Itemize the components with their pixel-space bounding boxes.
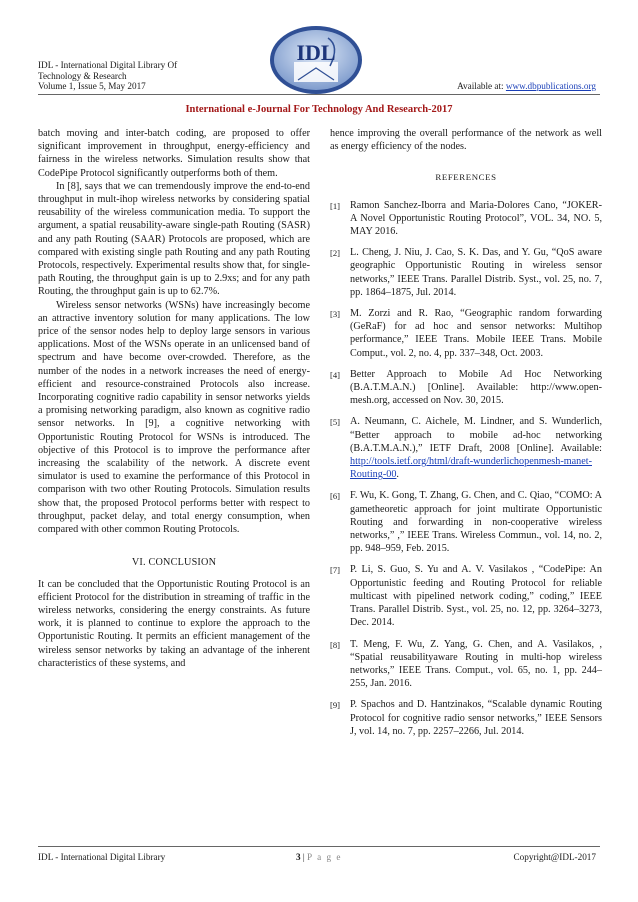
conclusion-text: It can be concluded that the Opportunistic Routing Protocol is an efficient Protocol for the distribution in streaming of traffic in the wireless networks, considering the energy constraints. As future work, it is planned to continue to explore the approach to the Opportunistic Routing. It permits an efficient management of the wireless sensor networks by taking an advantage of the inherent characteristics of these systems, and — [38, 578, 310, 669]
page-word: P a g e — [307, 852, 342, 862]
volume-issue: Volume 1, Issue 5, May 2017 — [38, 81, 146, 92]
reference-text-end: . — [396, 469, 399, 481]
left-column — [38, 127, 310, 670]
reference-item — [330, 246, 602, 299]
reference-item — [330, 199, 602, 239]
reference-number: [2] — [330, 248, 341, 259]
conclusion-heading: VI. CONCLUSION — [131, 557, 217, 569]
logo-text: IDL — [296, 40, 336, 65]
reference-text: L. Cheng, J. Niu, J. Cao, S. K. Das, and Y. Gu, “QoS aware geographic Opportunistic Routing in wireless sensor networks,” IEEE Trans. Parallel Distrib. Syst., vol. 25, no. 7, pp. 1864–1875, Jul. 2014. — [350, 247, 602, 298]
reference-item — [330, 563, 602, 629]
reference-text-with-link — [350, 415, 602, 481]
reference-item — [330, 415, 602, 481]
publisher-line-1: IDL - International Digital Library Of — [38, 60, 178, 70]
reference-number: [6] — [330, 491, 341, 502]
reference-item — [330, 638, 602, 691]
reference-text: A. Neumann, C. Aichele, M. Lindner, and S. Wunderlich, “Better approach to mobile ad-hoc networking (B.A.T.M.A.N.),” IETF Draft, 2008 [Online]. Available: — [350, 416, 602, 454]
reference-text: Ramon Sanchez-Iborra and Maria-Dolores Cano, “JOKER- A Novel Opportunistic Routing Protocol”, VOL. 34, NO. 5, MAY 2016. — [350, 199, 602, 238]
footer-rule — [38, 846, 600, 847]
reference-number: [1] — [330, 200, 341, 211]
footer-copyright: Copyright@IDL-2017 — [513, 852, 596, 862]
conclusion-continuation: hence improving the overall performance of the network as well as energy efficiency of the nodes. — [330, 128, 602, 153]
header-publisher-info — [38, 60, 177, 92]
reference-item — [330, 307, 602, 360]
reference-text: P. Li, S. Guo, S. Yu and A. V. Vasilakos , “CodePipe: An Opportunistic feeding and Routing Protocol for reliable multicast with pipelined network coding,” coding,” IEEE Trans. Parallel Distrib. Syst., vol. 25, no. 12, pp. 3264–3273, Dec. 2014. — [350, 564, 602, 629]
page-num: 3 — [296, 852, 301, 862]
reference-number: [7] — [330, 565, 341, 576]
reference-number: [4] — [330, 369, 341, 380]
reference-number: [9] — [330, 700, 341, 711]
reference-item — [330, 698, 602, 738]
journal-title: International e-Journal For Technology And Research-2017 — [185, 104, 453, 115]
right-column — [330, 127, 602, 746]
reference-item — [330, 489, 602, 555]
reference-text: T. Meng, F. Wu, Z. Yang, G. Chen, and A. Vasilakos, , “Spatial reusabilityaware Routing in multi-hop wireless networks,” IEEE Trans. Comput., vol. 65, no. 1, pp. 244–255, Jan. 2016. — [350, 638, 602, 690]
available-label: Available at: — [457, 81, 506, 91]
idl-logo — [268, 24, 364, 96]
available-at — [457, 81, 596, 91]
reference-item — [330, 368, 602, 408]
reference-number: [8] — [330, 639, 341, 650]
reference-text: F. Wu, K. Gong, T. Zhang, G. Chen, and C. Qiao, “COMO: A gametheoretic approach for joint multirate Opportunistic Routing and forwarding in non-cooperative wireless networks,” ,” IEEE Trans. Wireless Commun., vol. 14, no. 2, pp. 948–959, Feb. 2015. — [350, 490, 602, 555]
website-link[interactable]: www.dbpublications.org — [505, 81, 596, 91]
reference-number: [3] — [330, 309, 341, 320]
paragraph-batch-moving: batch moving and inter-batch coding, are proposed to offer significant improvement in throughput, energy-efficiency and fairness in the wireless networks. Simulation results show that CodePipe Protocol significantly outperforms both of them. — [38, 128, 310, 179]
paragraph-wsn: Wireless sensor networks (WSNs) have increasingly become an attractive inventory solution for many applications. The low price of the sensor nodes help to deploy large sensors in various applications. Most of the WSNs operate in an unlicensed band of spectrum and have become over-crowded. Therefore, as the number of the nodes in a network increases the need of energy-efficient and resource-constrained Protocols also increase. Incorporating cognitive radio capability in sensor networks yields a promising networking paradigm, also known as cognitive radio sensor networks. In [9], a cognitive networking with Opportunistic Routing Protocol for WSNs is introduced. The objective of this Protocol is to improve the performance after increasing the scalability of the network. A discrete event simulator is used to examine the performance of this Protocol in comparison with two other Routing Protocols. Simulation results show that, the proposed Protocol performs better with respect to throughput, packet delay, and total energy consumption, when compared with other common Routing Protocols. — [38, 299, 310, 536]
header-rule — [38, 94, 600, 95]
reference-text: P. Spachos and D. Hantzinakos, “Scalable dynamic Routing Protocol for cognitive radio sensor networks,” IEEE Sensors J, vol. 14, no. 7, pp. 2257–2266, Jul. 2014. — [350, 699, 602, 737]
reference-number: [5] — [330, 417, 341, 428]
references-heading: REFERENCES — [435, 172, 497, 183]
page-separator: | — [300, 852, 308, 862]
reference-text: Better Approach to Mobile Ad Hoc Networking (B.A.T.M.A.N.) [Online]. Available: http://www.open-mesh.org, accessed on Nov. 30, 2015. — [350, 368, 602, 407]
paragraph-spatial-reusability: In [8], says that we can tremendously improve the end-to-end throughput in mult-ihop wireless networks by considering spatial reusability of the wireless communication media. To support the argument, a spatial reusability-aware single-path Routing (SASR) and any path Routing (SAAR) Protocols are proposed, which are compared with existing single path Routing and any path Routing Protocols, respectively. Experimental results show that, for single-path Routing, the throughput gain is up to 2.9xs; and for any path Routing, the throughput gain is up to 62.7%. — [38, 180, 310, 298]
footer-publisher: IDL - International Digital Library — [38, 852, 166, 862]
reference-link[interactable]: http://tools.ietf.org/html/draft-wunderlichopenmesh-manet-Routing-00 — [350, 456, 592, 481]
publisher-line-2: Technology & Research — [38, 70, 127, 81]
reference-text: M. Zorzi and R. Rao, “Geographic random forwarding (GeRaF) for ad hoc and sensor networks: Multihop performance,” IEEE Trans. Mobile IEEE Trans. Mobile Comput., vol. 2, no. 4, pp. 337–348, Oct. 2003. — [350, 308, 602, 359]
